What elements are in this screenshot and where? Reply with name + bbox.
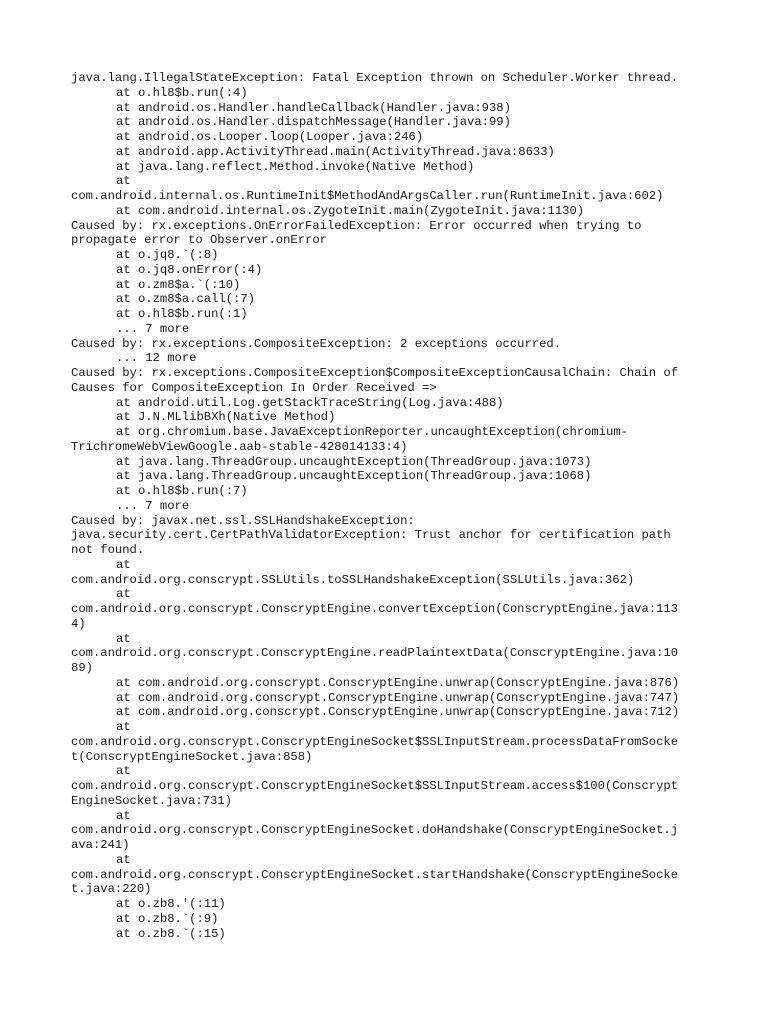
stack-frame-line: at xyxy=(116,174,131,189)
stack-frame-line: at o.hl8$b.run(:1) xyxy=(116,307,248,321)
stack-frame-line: at o.zb8.`(:15) xyxy=(116,926,226,941)
exception-line: propagate error to Observer.onError xyxy=(71,233,327,248)
stack-frame-line: ... 12 more xyxy=(116,351,197,366)
exception-line: t(ConscryptEngineSocket.java:858) xyxy=(71,749,313,764)
stack-frame-line: at com.android.org.conscrypt.ConscryptEngine.unwrap(ConscryptEngine.java:747) xyxy=(116,690,680,705)
stack-frame-line: at android.util.Log.getStackTraceString(Log.java:488) xyxy=(116,395,504,410)
exception-line: com.android.org.conscrypt.ConscryptEngineSocket.doHandshake(ConscryptEngineSocket.j xyxy=(71,823,679,838)
stack-frame-line: at o.zb8.`(:9) xyxy=(116,911,219,926)
exception-line: Caused by: rx.exceptions.CompositeException: 2 exceptions occurred. xyxy=(71,336,562,351)
exception-line: com.android.internal.os.RuntimeInit$MethodAndArgsCaller.run(RuntimeInit.java:602) xyxy=(71,189,664,203)
stack-frame-line: at o.zm8$a.call(:7) xyxy=(116,292,255,307)
exception-line: t.java:220) xyxy=(71,882,152,897)
stack-frame-line: ... 7 more xyxy=(116,498,190,513)
exception-line: TrichromeWebViewGoogle.aab-stable-428014133:4) xyxy=(71,439,408,454)
exception-line: Causes for CompositeException In Order Received => xyxy=(71,380,437,395)
exception-line: Caused by: rx.exceptions.CompositeException$CompositeExceptionCausalChain: Chain of xyxy=(71,366,679,380)
exception-line: EngineSocket.java:731) xyxy=(71,793,232,808)
stack-frame-line: at android.os.Looper.loop(Looper.java:246) xyxy=(116,130,424,144)
stack-frame-line: at o.zm8$a.`(:10) xyxy=(116,277,241,292)
stack-frame-line: at android.os.Handler.handleCallback(Handler.java:938) xyxy=(116,100,511,115)
stack-frame-line: at o.jq8.onError(:4) xyxy=(116,262,263,277)
stack-frame-line: at java.lang.ThreadGroup.uncaughtException(ThreadGroup.java:1073) xyxy=(116,454,592,469)
exception-line: Caused by: javax.net.ssl.SSLHandshakeException: xyxy=(71,513,415,528)
stack-frame-line: at com.android.org.conscrypt.ConscryptEngine.unwrap(ConscryptEngine.java:712) xyxy=(116,705,680,720)
exception-line: com.android.org.conscrypt.ConscryptEngine.readPlaintextData(ConscryptEngine.java:10 xyxy=(71,646,679,661)
stack-frame-line: at xyxy=(116,631,131,646)
exception-line: java.lang.IllegalStateException: Fatal Exception thrown on Scheduler.Worker thread. xyxy=(71,71,679,85)
stack-frame-line: at o.zb8.'(:11) xyxy=(116,897,226,911)
exception-line: com.android.org.conscrypt.ConscryptEngine.convertException(ConscryptEngine.java:113 xyxy=(71,602,679,616)
stack-frame-line: at android.app.ActivityThread.main(ActivityThread.java:8633) xyxy=(116,144,555,159)
stack-frame-line: at xyxy=(116,587,131,602)
exception-line: Caused by: rx.exceptions.OnErrorFailedException: Error occurred when trying to xyxy=(71,218,642,233)
exception-line: not found. xyxy=(71,543,145,557)
stack-frame-line: at com.android.org.conscrypt.ConscryptEngine.unwrap(ConscryptEngine.java:876) xyxy=(116,675,680,690)
stack-frame-line: at o.hl8$b.run(:7) xyxy=(116,484,248,498)
exception-line: com.android.org.conscrypt.ConscryptEngineSocket.startHandshake(ConscryptEngineSocke xyxy=(71,867,679,882)
exception-line: ava:241) xyxy=(71,838,130,852)
stack-frame-line: at o.jq8.`(:8) xyxy=(116,248,219,262)
stack-frame-line: at xyxy=(116,852,131,867)
stack-frame-line: at xyxy=(116,557,131,572)
stack-frame-line: at java.lang.reflect.Method.invoke(Native Method) xyxy=(116,159,475,174)
exception-line: 89) xyxy=(71,661,93,675)
exception-line: com.android.org.conscrypt.ConscryptEngineSocket$SSLInputStream.processDataFromSocke xyxy=(71,734,679,749)
stack-frame-line: at com.android.internal.os.ZygoteInit.main(ZygoteInit.java:1130) xyxy=(116,203,585,218)
stack-frame-line: at J.N.MLlibBXh(Native Method) xyxy=(116,410,336,425)
exception-line: java.security.cert.CertPathValidatorException: Trust anchor for certification path xyxy=(71,528,671,543)
stack-frame-line: at org.chromium.base.JavaExceptionReporter.uncaughtException(chromium- xyxy=(116,425,628,439)
stack-frame-line: at xyxy=(116,808,131,823)
exception-line: com.android.org.conscrypt.SSLUtils.toSSLHandshakeException(SSLUtils.java:362) xyxy=(71,572,635,587)
stack-frame-line: at android.os.Handler.dispatchMessage(Handler.java:99) xyxy=(116,115,511,130)
stack-frame-line: at xyxy=(116,764,131,779)
stack-frame-line: at o.hl8$b.run(:4) xyxy=(116,85,248,100)
stack-frame-line: at java.lang.ThreadGroup.uncaughtException(ThreadGroup.java:1068) xyxy=(116,469,592,484)
exception-line: com.android.org.conscrypt.ConscryptEngineSocket$SSLInputStream.access$100(Conscrypt xyxy=(71,779,679,793)
stack-frame-line: ... 7 more xyxy=(116,321,190,336)
exception-line: 4) xyxy=(71,616,86,631)
stack-trace-document xyxy=(71,71,711,941)
stack-frame-line: at xyxy=(116,720,131,734)
